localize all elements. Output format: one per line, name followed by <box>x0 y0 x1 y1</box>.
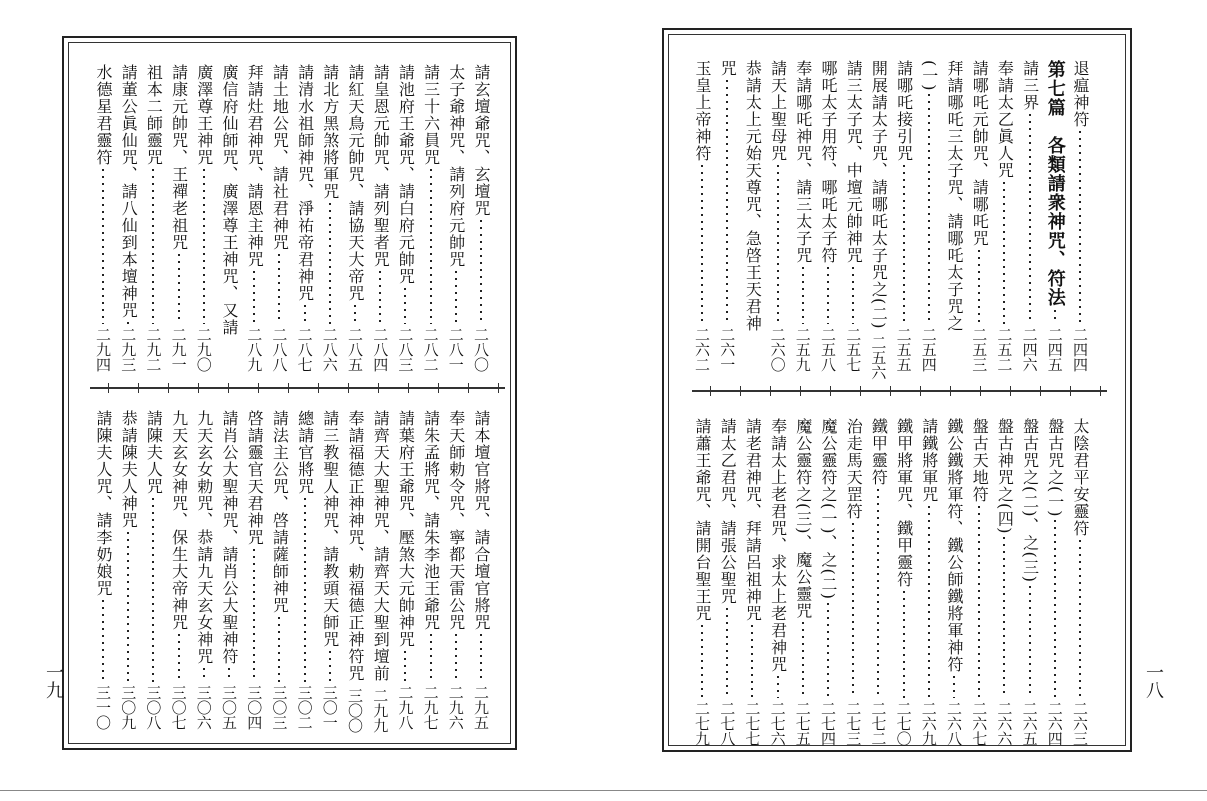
toc-entry-title: 退瘟神符 <box>1071 60 1090 128</box>
toc-entry-title: 廣澤尊王神咒 <box>194 64 214 166</box>
toc-entry <box>943 418 965 746</box>
toc-entry-title: 請三界 <box>1020 60 1040 111</box>
toc-entry-title: 請哪吒元帥咒、請哪吒咒 <box>970 60 990 247</box>
toc-entry <box>716 418 738 746</box>
dotted-leader <box>777 676 779 698</box>
toc-entry <box>243 64 265 372</box>
toc-entry-title: 廣信府仙師咒、廣澤尊王神咒、又請 <box>220 64 239 336</box>
toc-entry <box>420 64 442 372</box>
toc-entry-title: 請朱孟將咒、請朱李池王爺咒 <box>421 410 441 631</box>
toc-page-number: 三〇六 <box>194 685 213 730</box>
toc-page-number: 二八四 <box>371 327 390 372</box>
toc-page-number: 二五四 <box>919 327 938 372</box>
toc-entry-title: 總請官將咒 <box>295 410 315 495</box>
toc-page-number: 二七七 <box>743 701 762 746</box>
toc-entry-title: 奉請太上老君咒、求太上老君神咒 <box>768 418 788 673</box>
toc-entry-title: 請肖公大聖神咒、請肖公大聖神符 <box>220 410 239 665</box>
toc-page-number: 二九八 <box>396 685 415 730</box>
toc-page-number: 二五七 <box>844 327 863 372</box>
toc-page-number: 二九三 <box>119 327 138 372</box>
dotted-leader <box>304 305 306 324</box>
dotted-leader <box>1003 182 1005 324</box>
dotted-leader <box>102 600 104 682</box>
dotted-leader <box>329 651 331 682</box>
dotted-leader <box>152 498 154 682</box>
toc-entry <box>1044 60 1066 372</box>
dotted-leader <box>127 322 129 324</box>
toc-entry-title: 請法主公咒、啓請薩師神咒 <box>270 410 290 614</box>
toc-entry <box>968 60 990 372</box>
toc-page-number: 二六三 <box>1071 701 1089 746</box>
toc-entry <box>142 410 164 730</box>
dotted-leader <box>253 549 255 682</box>
toc-entry <box>918 418 940 746</box>
toc-page-number: 二九四 <box>94 327 112 372</box>
toc-entry-title: 盤古天地符 <box>970 418 990 503</box>
toc-entry <box>1069 418 1091 746</box>
dotted-leader <box>480 634 482 682</box>
toc-entry <box>193 64 215 372</box>
toc-entry-title: 鐵甲靈符 <box>869 418 889 486</box>
toc-page-number: 二七〇 <box>894 701 913 746</box>
toc-entry <box>218 410 240 730</box>
dotted-leader <box>701 625 703 698</box>
dotted-leader <box>1079 540 1081 698</box>
toc-entry-title: 水德星君靈符 <box>94 64 113 166</box>
toc-entry-title: 請本壇官將咒、請合壇官將咒 <box>472 410 491 631</box>
toc-entry <box>369 410 391 733</box>
toc-entry <box>243 410 265 730</box>
toc-page-number: 三〇二 <box>295 685 314 730</box>
dotted-leader <box>178 254 180 324</box>
toc-page-number: 二六二 <box>693 327 711 372</box>
toc-page-number: 二九九 <box>371 688 390 733</box>
dotted-leader <box>1029 586 1031 698</box>
dotted-leader <box>203 668 205 682</box>
dotted-leader <box>178 634 180 682</box>
toc-page-number: 三〇〇 <box>346 688 364 733</box>
dotted-leader <box>751 625 753 698</box>
dotted-leader <box>304 498 306 682</box>
toc-entry <box>344 64 366 372</box>
toc-entry-title: 請池府王爺咒、請白府元帥咒 <box>396 64 416 285</box>
toc-page-number: 二四四 <box>1071 327 1089 372</box>
toc-entry-title: 請老君神咒、拜請呂祖神咒 <box>743 418 763 622</box>
toc-page-number: 二七二 <box>869 701 888 746</box>
toc-entry-title: 魔公靈符之(三)、魔公靈咒 <box>793 418 813 620</box>
toc-entry-title: 奉請哪吒神咒、請三太子咒 <box>793 60 813 264</box>
toc-entry <box>1069 60 1091 372</box>
toc-entry-title: 咒 <box>718 60 738 77</box>
toc-page-number: 三〇一 <box>320 685 339 730</box>
folio-right: 一八 <box>1143 663 1164 699</box>
toc-entry <box>716 60 738 372</box>
toc-entry <box>92 410 114 730</box>
dotted-leader <box>928 94 930 324</box>
toc-page-number: 二九六 <box>446 685 465 730</box>
toc-page-number: 二七五 <box>793 701 812 746</box>
dotted-leader <box>701 165 703 324</box>
toc-entry <box>691 418 713 746</box>
toc-entry <box>968 418 990 746</box>
dotted-leader <box>903 165 905 324</box>
dotted-leader <box>802 267 804 324</box>
toc-page-number: 二八二 <box>421 327 440 372</box>
toc-page-number: 二七四 <box>819 701 837 746</box>
toc-entry-title: 請蕭王爺咒、請開台聖王咒 <box>693 418 712 622</box>
toc-entry <box>168 64 190 372</box>
dotted-leader <box>903 591 905 698</box>
toc-entry-title: 第七篇 各類請衆神咒、符法 <box>1044 60 1066 307</box>
toc-page-number: 三〇七 <box>169 685 188 730</box>
toc-entry <box>294 64 316 372</box>
toc-entry-title: 魔公靈符之(一)、之(二) <box>819 418 838 600</box>
toc-entry-title: 請三太子咒、中壇元帥神咒 <box>844 60 864 264</box>
toc-entry-title: 鐵甲將軍咒、鐵甲靈符 <box>894 418 914 588</box>
toc-entry <box>1019 418 1041 746</box>
dotted-leader <box>1079 131 1081 324</box>
dotted-leader <box>480 220 482 324</box>
toc-page-number: 二五八 <box>819 327 837 372</box>
dotted-leader <box>430 169 432 324</box>
toc-page-number: 三〇九 <box>119 685 138 730</box>
toc-entry <box>1019 60 1041 372</box>
toc-page-number: 二六九 <box>919 701 938 746</box>
toc-entry-title: 奉請太乙眞人咒 <box>995 60 1015 179</box>
toc-page-number: 二五九 <box>793 327 812 372</box>
toc-entry-title: 奉請福德正神神咒、勅福德正神符咒 <box>346 410 365 682</box>
toc-entry <box>344 410 366 733</box>
dotted-leader <box>827 267 829 324</box>
dotted-leader <box>777 165 779 324</box>
toc-entry-title: 請董公眞仙咒、請八仙到本壇神咒 <box>119 64 139 319</box>
dotted-leader <box>1003 537 1005 698</box>
toc-entry <box>117 410 139 730</box>
toc-page-number: 三〇四 <box>245 685 264 730</box>
toc-entry-title: 請玄壇爺咒、玄壇咒 <box>472 64 491 217</box>
toc-entry-title: 盤古神咒之(四) <box>995 418 1015 535</box>
dotted-leader <box>852 523 854 698</box>
dotted-leader <box>404 288 406 324</box>
toc-page-number: 二八三 <box>396 327 415 372</box>
toc-entry-title: 請齊天大聖神咒、請齊天大聖到壇前 <box>371 410 391 682</box>
toc-page-number: 三〇八 <box>144 685 163 730</box>
toc-entry-title: 請清水祖師神咒、淨祐帝君神咒 <box>295 64 315 302</box>
toc-entry <box>792 60 814 372</box>
dotted-leader <box>455 271 457 324</box>
toc-entry <box>92 64 114 372</box>
toc-page-number: 二五二 <box>995 327 1014 372</box>
dotted-leader <box>329 203 331 324</box>
toc-entry-title: 恭請太上元始天尊咒、急啓王天君神 <box>743 60 763 332</box>
toc-entry-title: 盤古咒之(一) <box>1045 418 1065 518</box>
dotted-leader <box>228 668 230 682</box>
toc-page-number: 二七六 <box>768 701 787 746</box>
toc-page-number: 三〇三 <box>270 685 289 730</box>
toc-entry-title: 拜請哪吒三太子咒、請哪吒太子咒之 <box>945 60 964 332</box>
dotted-leader <box>253 271 255 324</box>
scan-bottom-edge <box>0 790 1207 791</box>
toc-entry-title: 請紅天鳥元帥咒、請協天大帝咒 <box>346 64 365 302</box>
folio-left: 一九 <box>43 663 64 699</box>
dotted-leader <box>1054 520 1056 698</box>
toc-entry-title: 鐵公鐵將軍符、鐵公師鐵將軍神符 <box>945 418 964 673</box>
toc-entry <box>369 64 391 372</box>
toc-entry-title: 請哪吒接引咒 <box>894 60 914 162</box>
toc-entry-title: 九天玄女神咒、保生大帝神咒 <box>169 410 189 631</box>
toc-page-number: 二四五 <box>1045 327 1064 372</box>
toc-entry <box>993 418 1015 746</box>
toc-entry <box>268 64 290 372</box>
toc-entry-title: 奉天師勅令咒、寧都天雷公咒 <box>446 410 466 631</box>
toc-entry <box>218 64 240 372</box>
toc-page-number: 二九五 <box>472 685 490 730</box>
toc-page-number: 二九二 <box>144 327 163 372</box>
toc-page-number: 二七八 <box>718 701 737 746</box>
toc-entry-title: 啓請靈官天君神咒 <box>245 410 265 546</box>
toc-entry <box>394 64 416 372</box>
toc-page-number: 三〇五 <box>220 685 238 730</box>
toc-entry <box>817 418 839 746</box>
toc-page-number: 二六四 <box>1045 701 1064 746</box>
dotted-leader <box>802 622 804 698</box>
dotted-leader <box>978 506 980 698</box>
toc-page-number: 二六五 <box>1020 701 1039 746</box>
toc-entry-title: 請土地公咒、請社君神咒 <box>270 64 290 251</box>
toc-entry-title: 請皇恩元帥咒、請列聖者咒 <box>371 64 391 268</box>
toc-entry <box>193 410 215 730</box>
toc-entry <box>445 64 467 372</box>
dotted-leader <box>404 651 406 682</box>
toc-entry-title: 太陰君平安靈符 <box>1071 418 1090 537</box>
toc-entry <box>867 418 889 746</box>
dotted-leader <box>278 254 280 324</box>
toc-page-number: 二六八 <box>945 701 963 746</box>
toc-page-number: 二八九 <box>245 327 264 372</box>
toc-entry <box>1044 418 1066 746</box>
toc-entry <box>168 410 190 730</box>
toc-page-number: 二六七 <box>970 701 989 746</box>
toc-entry <box>470 64 492 372</box>
toc-entry <box>918 60 940 372</box>
toc-page-number: 二七九 <box>693 701 711 746</box>
toc-page-number: 二八七 <box>295 327 314 372</box>
toc-entry-title: 請三十六員咒 <box>421 64 441 166</box>
dotted-leader <box>726 80 728 324</box>
toc-entry <box>420 410 442 730</box>
dotted-leader <box>127 532 129 682</box>
toc-page-number: 二六六 <box>995 701 1014 746</box>
toc-entry <box>470 410 492 730</box>
toc-entry-title: 請康元帥咒、王禪老祖咒 <box>169 64 189 251</box>
toc-entry-title: 恭請陳夫人神咒 <box>119 410 139 529</box>
toc-page-number: 二五六 <box>869 335 888 381</box>
toc-entry <box>817 60 839 372</box>
toc-entry <box>943 60 965 372</box>
toc-page-number: 二八〇 <box>472 327 490 372</box>
dotted-leader <box>1054 310 1056 324</box>
dotted-leader <box>726 608 728 698</box>
toc-entry-title: 請鐵將軍咒 <box>919 418 939 503</box>
toc-entry-title: 請太乙君咒、請張公聖咒 <box>718 418 738 605</box>
dotted-leader <box>1029 114 1031 324</box>
dotted-leader <box>827 603 829 698</box>
toc-entry-title: 請陳夫人咒 <box>144 410 164 495</box>
toc-entry-title: 太子爺神咒、請列府元帥咒 <box>446 64 466 268</box>
toc-entry <box>741 60 763 372</box>
toc-entry-title: (一) <box>919 60 939 92</box>
dotted-leader <box>928 506 930 698</box>
toc-page-number: 二五五 <box>894 327 913 372</box>
dotted-leader <box>379 271 381 324</box>
toc-entry <box>767 60 789 372</box>
toc-entry <box>993 60 1015 372</box>
toc-entry-title: 請陳夫人咒、請李奶娘咒 <box>94 410 113 597</box>
toc-entry <box>142 64 164 372</box>
dotted-leader <box>978 250 980 324</box>
toc-entry-title: 請天上聖母咒 <box>768 60 788 162</box>
toc-entry <box>893 60 915 372</box>
dotted-leader <box>430 634 432 682</box>
toc-entry <box>893 418 915 746</box>
toc-page-number: 二八五 <box>346 327 364 372</box>
toc-entry <box>294 410 316 730</box>
left-page-divider <box>90 387 505 389</box>
toc-page-number: 二八一 <box>446 327 465 372</box>
toc-entry <box>445 410 467 730</box>
toc-entry <box>842 418 864 746</box>
toc-page-number: 二八八 <box>270 327 289 372</box>
toc-entry <box>394 410 416 730</box>
toc-page-number: 二六〇 <box>768 327 787 372</box>
toc-entry <box>117 64 139 372</box>
toc-page-number: 二七三 <box>844 701 863 746</box>
toc-entry <box>792 418 814 746</box>
dotted-leader <box>354 305 356 324</box>
toc-entry-title: 祖本二師靈咒 <box>144 64 164 166</box>
toc-entry-title: 請北方黑煞將軍咒 <box>320 64 340 200</box>
dotted-leader <box>203 169 205 324</box>
toc-entry-title: 玉皇上帝神符 <box>693 60 712 162</box>
toc-entry <box>767 418 789 746</box>
toc-entry-title: 請葉府王爺咒、壓煞大元帥神咒 <box>396 410 416 648</box>
toc-entry-title: 治走馬天罡符 <box>844 418 864 520</box>
toc-entry-title: 盤古咒之(二)、之(三) <box>1020 418 1040 583</box>
toc-page-number: 二四六 <box>1020 327 1039 372</box>
toc-page-number: 二八六 <box>320 327 339 372</box>
dotted-leader <box>152 169 154 324</box>
toc-entry-title: 九天玄女勅咒、恭請九天玄女神咒 <box>194 410 214 665</box>
dotted-leader <box>852 267 854 324</box>
toc-entry <box>319 64 341 372</box>
toc-entry-title: 請三教聖人神咒、請教頭天師咒 <box>320 410 340 648</box>
dotted-leader <box>877 489 879 698</box>
toc-page-number: 二九七 <box>421 685 440 730</box>
dotted-leader <box>102 169 104 324</box>
toc-page-number: 二九〇 <box>194 327 213 372</box>
toc-entry-title: 拜請灶君神咒、請恩主神咒 <box>245 64 265 268</box>
toc-page-number: 三一〇 <box>94 685 112 730</box>
toc-entry <box>691 60 713 372</box>
toc-entry-title: 開展請太子咒、請哪吒太子咒之(二) <box>869 60 889 330</box>
toc-entry-title: 哪吒太子用符、哪吒太子符 <box>819 60 838 264</box>
toc-entry <box>741 418 763 746</box>
toc-page-number: 二六一 <box>718 327 737 372</box>
right-page-divider <box>692 390 1107 392</box>
dotted-leader <box>455 634 457 682</box>
dotted-leader <box>278 617 280 682</box>
toc-entry <box>867 60 889 381</box>
toc-entry <box>842 60 864 372</box>
toc-entry <box>268 410 290 730</box>
toc-page-number: 二九一 <box>169 327 188 372</box>
toc-entry <box>319 410 341 730</box>
toc-page-number: 二五三 <box>970 327 989 372</box>
dotted-leader <box>953 676 955 698</box>
